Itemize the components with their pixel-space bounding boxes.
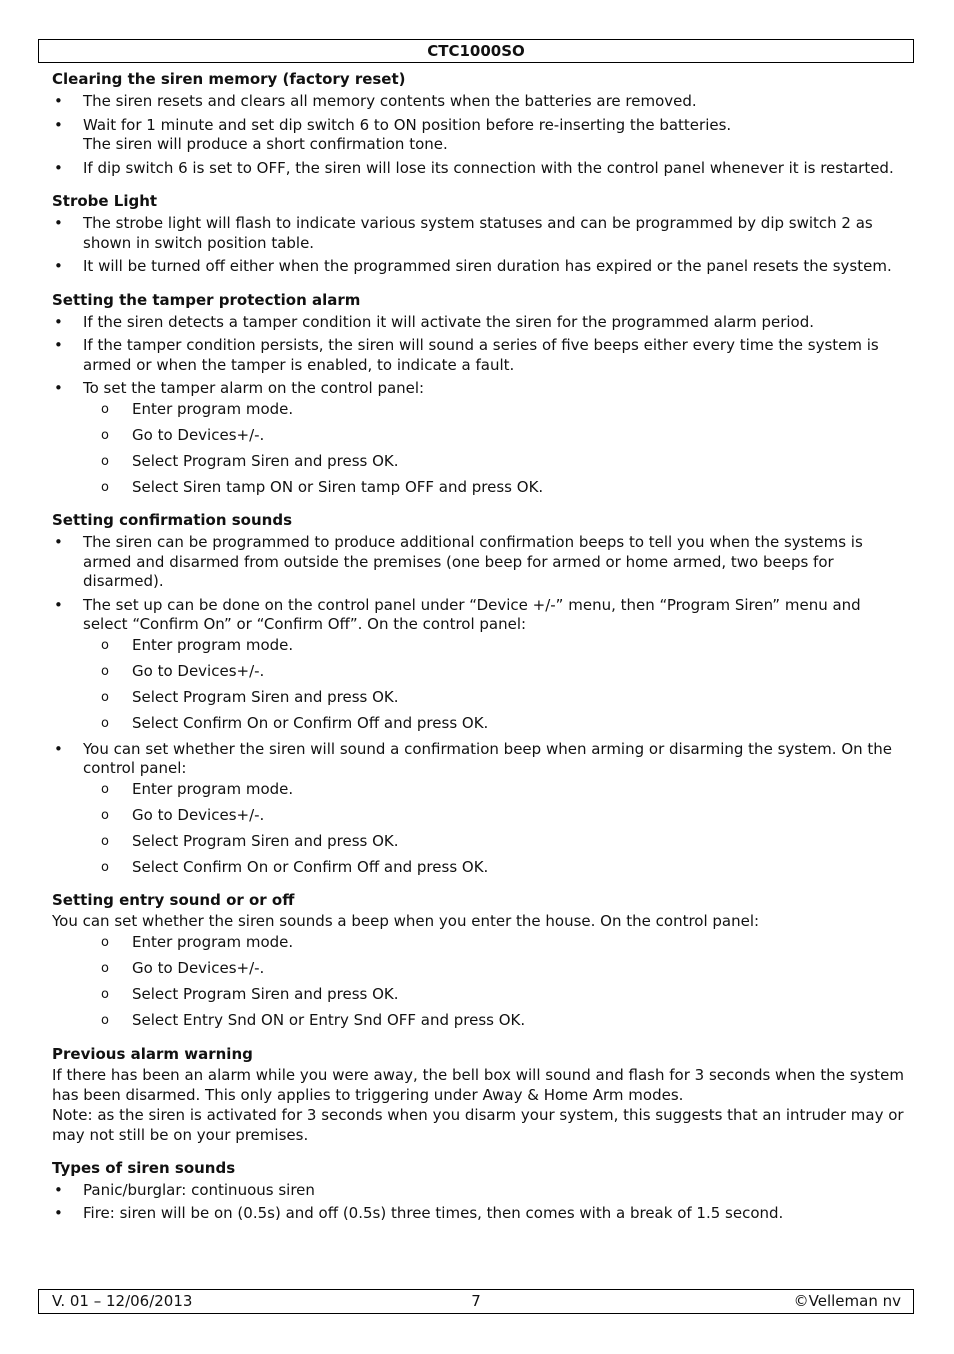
bullet-item: • The set up can be done on the control panel under “Device +/-” menu, then “Program Siren” menu and select “Confirm On” or “Confirm Off”. On the control panel: <box>52 596 904 635</box>
section-factory-reset <box>52 69 904 178</box>
step-item: o Select Program Siren and press OK. <box>52 688 904 708</box>
step-item: o Go to Devices+/-. <box>52 959 904 979</box>
bullet-item: • If the siren detects a tamper condition it will activate the siren for the programmed alarm period. <box>52 313 904 333</box>
step-item: o Go to Devices+/-. <box>52 806 904 826</box>
section-note: Note: as the siren is activated for 3 seconds when you disarm your system, this suggests that an intruder may or may not still be on your premises. <box>52 1105 904 1144</box>
section-tamper <box>52 290 904 498</box>
step-list <box>52 933 904 1031</box>
step-item: o Select Entry Snd ON or Entry Snd OFF and press OK. <box>52 1011 904 1031</box>
bullet-list <box>52 1181 904 1224</box>
section-heading: Setting the tamper protection alarm <box>52 290 361 309</box>
bullet-text: The siren resets and clears all memory contents when the batteries are removed. <box>83 92 697 110</box>
section-heading: Previous alarm warning <box>52 1044 253 1063</box>
bullet-item: • Fire: siren will be on (0.5s) and off (0.5s) three times, then comes with a break of 1.5 second. <box>52 1204 904 1224</box>
bullet-item: • The strobe light will flash to indicate various system statuses and can be programmed by dip switch 2 as shown in switch position table. <box>52 214 904 253</box>
step-list <box>52 400 904 498</box>
step-item: o Select Program Siren and press OK. <box>52 832 904 852</box>
step-item: o Go to Devices+/-. <box>52 662 904 682</box>
step-item: o Enter program mode. <box>52 636 904 656</box>
step-list <box>52 636 904 734</box>
step-item: o Go to Devices+/-. <box>52 426 904 446</box>
bullet-text: If dip switch 6 is set to OFF, the siren will lose its connection with the control panel whenever it is restarted. <box>83 158 894 177</box>
section-previous-alarm <box>52 1044 904 1145</box>
header-title: CTC1000SO <box>38 39 914 63</box>
step-item: o Select Confirm On or Confirm Off and press OK. <box>52 858 904 878</box>
bullet-item <box>52 159 904 179</box>
step-list <box>52 780 904 878</box>
bullet-item: • The siren can be programmed to produce additional confirmation beeps to tell you when the systems is armed and disarmed from outside the premises (one beep for armed or home armed, two beeps for disarmed). <box>52 533 904 592</box>
bullet-item <box>52 116 904 155</box>
section-entry-sound <box>52 890 904 1031</box>
footer-version: V. 01 – 12/06/2013 <box>52 1292 193 1310</box>
bullet-list <box>52 313 904 399</box>
section-heading: Types of siren sounds <box>52 1158 236 1177</box>
bullet-item: • You can set whether the siren will sound a confirmation beep when arming or disarming the system. On the control panel: <box>52 740 904 779</box>
bullet-text: To set the tamper alarm on the control panel: <box>83 379 425 397</box>
bullet-list <box>52 92 904 178</box>
step-item: o Enter program mode. <box>52 780 904 800</box>
bullet-list <box>52 740 904 779</box>
bullet-list <box>52 214 904 277</box>
section-heading: Strobe Light <box>52 192 158 210</box>
section-text: If there has been an alarm while you were away, the bell box will sound and flash for 3 seconds when the system has been disarmed. This only applies to triggering under Away & Home Arm modes. <box>52 1065 904 1104</box>
page-footer <box>38 1289 914 1314</box>
bullet-item: • If the tamper condition persists, the siren will sound a series of five beeps either every time the system is armed or when the tamper is enabled, to indicate a fault. <box>52 336 904 375</box>
bullet-item <box>52 92 904 112</box>
section-siren-types <box>52 1158 904 1224</box>
section-text: You can set whether the siren sounds a beep when you enter the house. On the control panel: <box>52 912 760 930</box>
step-item: o Select Confirm On or Confirm Off and press OK. <box>52 714 904 734</box>
step-item: o Select Program Siren and press OK. <box>52 452 904 472</box>
bullet-item: • It will be turned off either when the programmed siren duration has expired or the panel resets the system. <box>52 257 904 277</box>
step-item: o Enter program mode. <box>52 400 904 420</box>
bullet-item <box>52 379 904 399</box>
section-heading: Setting confirmation sounds <box>52 511 293 529</box>
section-heading: Setting entry sound or or off <box>52 891 295 909</box>
section-confirmation <box>52 510 904 877</box>
step-item: o Select Program Siren and press OK. <box>52 985 904 1005</box>
bullet-text: The siren will produce a short confirmation tone. <box>83 135 448 153</box>
bullet-item: • Panic/burglar: continuous siren <box>52 1181 904 1201</box>
footer-copyright: ©Velleman nv <box>793 1292 901 1310</box>
section-strobe-light <box>52 191 904 277</box>
bullet-list <box>52 533 904 635</box>
page-content <box>52 69 904 1237</box>
bullet-text: • Wait for 1 minute and set dip switch 6 to ON position before re-inserting the batteries. <box>83 115 732 134</box>
section-heading: Clearing the siren memory (factory reset) <box>52 70 406 88</box>
footer-page-number: 7 <box>471 1292 481 1310</box>
step-item: o Enter program mode. <box>52 933 904 953</box>
step-item: o Select Siren tamp ON or Siren tamp OFF and press OK. <box>52 478 904 498</box>
